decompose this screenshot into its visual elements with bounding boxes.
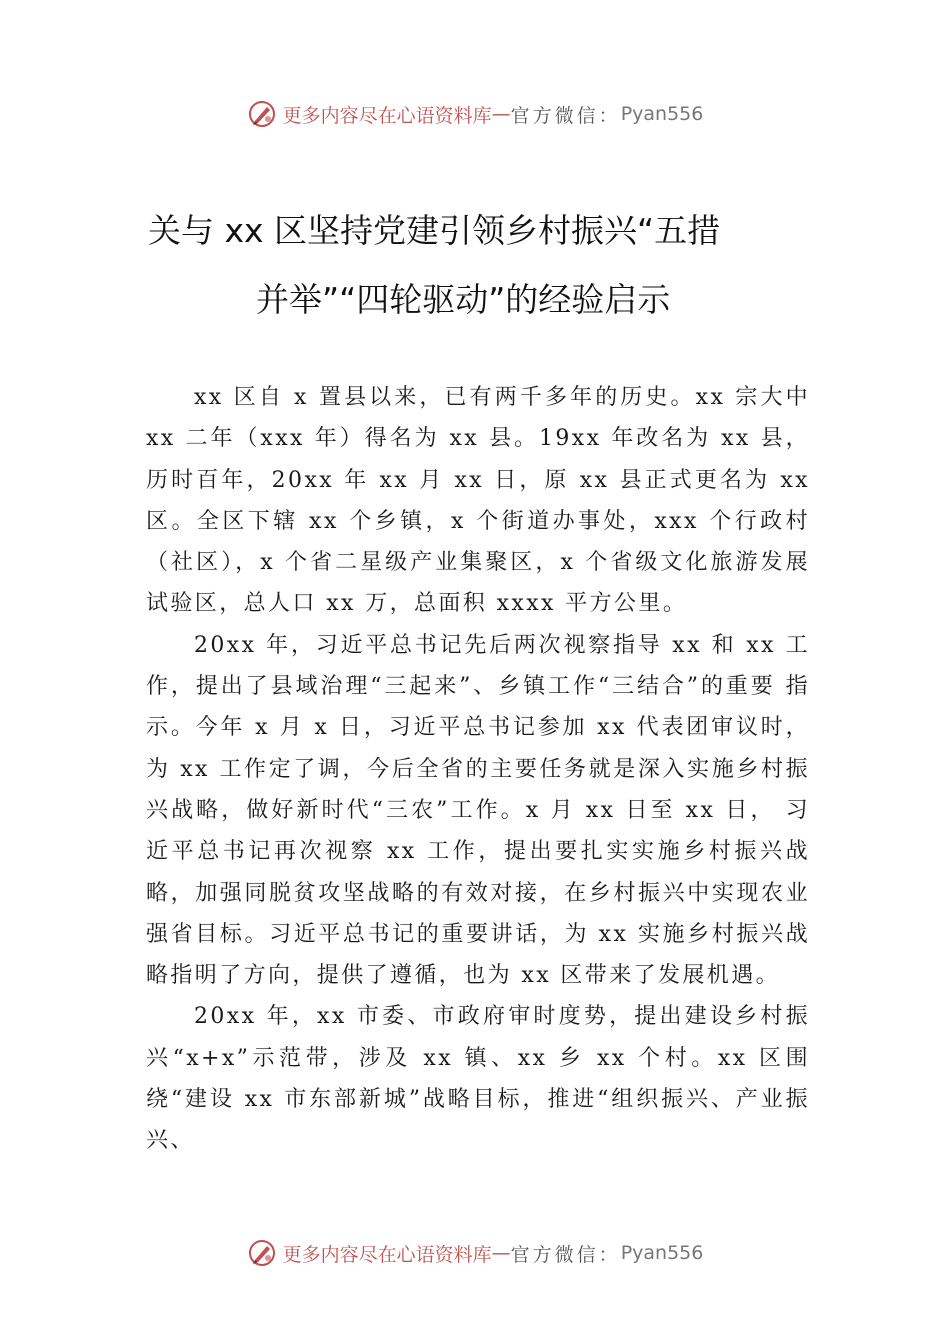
- banner-dash: —: [491, 1242, 511, 1264]
- banner-wechat-id: Pyan556: [620, 103, 704, 125]
- pen-logo-icon: [247, 1238, 277, 1268]
- banner-dash: —: [491, 103, 511, 125]
- document-body: [146, 377, 810, 1162]
- document-title-line-2: 并举”“四轮驱动”的经验启示: [256, 280, 671, 319]
- banner-brand: 更多内容尽在心语资料库: [282, 104, 492, 127]
- body-paragraph-2: 20xx 年，习近平总书记先后两次视察指导 xx 和 xx 工作，提出了县域治理“三起来”、乡镇工作“三结合”的重要 指示。今年 x 月 x 日，习近平总书记参加 xx 代表团审议时，为 xx 工作定了调，今后全省的主要任务就是深入实施乡村振兴战略，做好新时代“三农”工作。x 月 xx 日至 xx 日， 习近平总书记再次视察 xx 工作，提出要扎实实施乡村振兴战略，加强同脱贫攻坚战略的有效对接，在乡村振兴中实现农业强省目标。习近平总书记的重要讲话，为 xx 实施乡村振兴战略指明了方向，提供了遵循，也为 xx 区带来了发展机遇。: [146, 632, 810, 989]
- banner-wechat-label: 官方微信：: [510, 104, 621, 127]
- banner-wechat-label: 官方微信：: [510, 1243, 621, 1266]
- body-paragraph-1: xx 区自 x 置县以来，已有两千多年的历史。xx 宗大中 xx 二年（xxx 年）得名为 xx 县。19xx 年改名为 xx 县，历时百年，20xx 年 xx 月 xx 日，原 xx 县正式更名为 xx 区。全区下辖 xx 个乡镇，x 个街道办事处，xxx 个行政村（社区），x 个省二星级产业集聚区，x 个省级文化旅游发展试验区，总人口 xx 万，总面积 xxxx 平方公里。: [146, 385, 810, 617]
- document-title-line-1: 关与 xx 区坚持党建引领乡村振兴“五措: [148, 211, 721, 250]
- header-banner: [0, 94, 950, 134]
- pen-logo-icon: [247, 99, 277, 129]
- banner-brand: 更多内容尽在心语资料库: [282, 1243, 492, 1266]
- body-paragraph-3: 20xx 年，xx 市委、市政府审时度势，提出建设乡村振兴“x+x”示范带，涉及 xx 镇、xx 乡 xx 个村。xx 区围绕“建设 xx 市东部新城”战略目标，推进“组织振兴、产业振兴、: [146, 1004, 810, 1154]
- banner-wechat-id: Pyan556: [620, 1242, 704, 1264]
- footer-banner: [0, 1233, 950, 1273]
